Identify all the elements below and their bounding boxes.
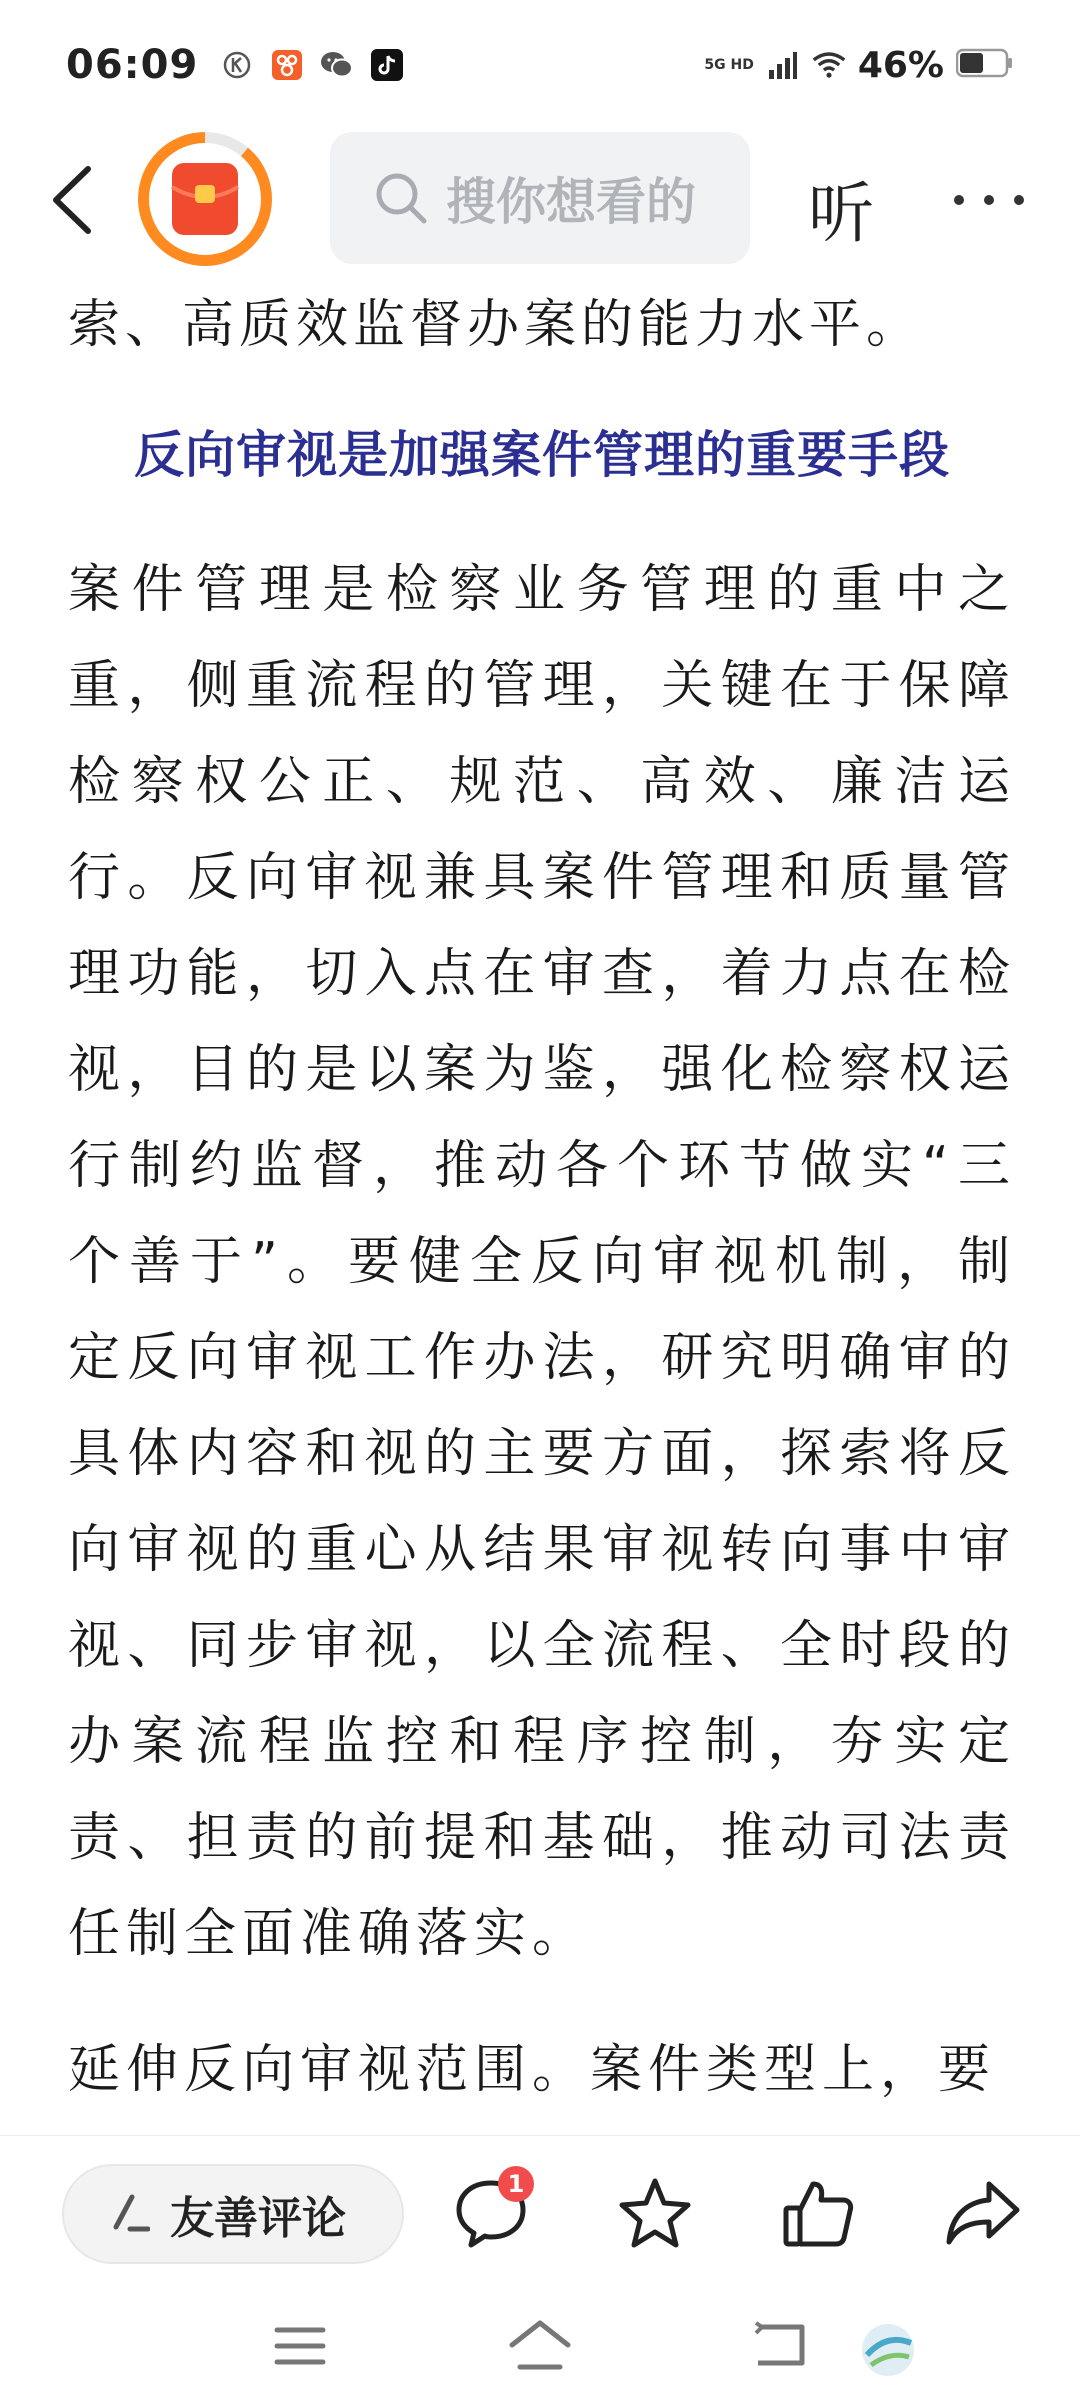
signal-icon xyxy=(766,48,800,82)
more-dot-icon xyxy=(954,195,964,205)
home-nav-button[interactable] xyxy=(500,2311,580,2381)
wechat-icon xyxy=(320,48,354,82)
battery-icon xyxy=(956,48,1014,82)
next-paragraph-start: 延伸反向审视范围。案件类型上，要 xyxy=(68,2040,997,2100)
back-button[interactable] xyxy=(50,162,110,238)
system-nav-bar xyxy=(0,2285,1080,2408)
back-arrow-icon xyxy=(50,165,94,235)
share-button[interactable] xyxy=(940,2170,1026,2256)
back-nav-button[interactable] xyxy=(742,2311,822,2381)
favorite-button[interactable] xyxy=(612,2170,698,2256)
menu-icon xyxy=(273,2324,327,2368)
more-options-button[interactable] xyxy=(954,170,1024,230)
status-bar xyxy=(0,0,1080,130)
wifi-icon xyxy=(812,48,846,82)
orange-app-icon xyxy=(270,48,304,82)
comment-label: 友善评论 xyxy=(170,2193,346,2244)
battery-percent: 46% xyxy=(857,44,944,86)
comment-count-badge: 1 xyxy=(498,2166,534,2202)
article-header xyxy=(0,130,1080,270)
article-paragraph: 案件管理是检察业务管理的重中之重，侧重流程的管理，关键在于保障检察权公正、规范、高效、廉洁运行。反向审视兼具案件管理和质量管理功能，切入点在审查，着力点在检视，目的是以案为鉴，强化检察权运行制约监督，推动各个环节做实“三个善于”。要健全反向审视机制，制定反向审视工作办法，研究明确审的具体内容和视的主要方面，探索将反向审视的重心从结果审视转向事中审视、同步审视，以全流程、全时段的办案流程监控和程序控制，夯实定责、担责的前提和基础，推动司法责任制全面准确落实。 xyxy=(68,560,1016,1964)
status-time: 06:09 xyxy=(66,42,199,88)
more-dot-icon xyxy=(1014,195,1024,205)
comments-button[interactable] xyxy=(448,2170,534,2256)
previous-paragraph-tail: 索、高质效监督办案的能力水平。 xyxy=(68,295,924,355)
thumbs-up-icon xyxy=(781,2176,857,2250)
comment-input-button[interactable] xyxy=(62,2164,404,2264)
notification-icons xyxy=(220,48,404,82)
star-icon xyxy=(617,2176,693,2250)
tiktok-icon xyxy=(370,48,404,82)
listen-button[interactable]: 听 xyxy=(808,175,874,252)
status-right xyxy=(704,45,1014,86)
search-placeholder: 搜你想看的 xyxy=(446,173,696,231)
red-envelope-icon xyxy=(168,159,242,239)
more-dot-icon xyxy=(984,195,994,205)
return-icon xyxy=(752,2321,812,2371)
like-button[interactable] xyxy=(776,2170,862,2256)
network-label: 5G HD xyxy=(704,57,754,73)
search-input[interactable] xyxy=(330,132,750,264)
menu-nav-button[interactable] xyxy=(260,2311,340,2381)
pen-icon xyxy=(104,2191,150,2237)
home-icon xyxy=(508,2319,572,2373)
avatar[interactable] xyxy=(138,132,272,266)
floating-assistant-button[interactable] xyxy=(848,2315,928,2385)
bottom-action-bar xyxy=(0,2135,1080,2285)
search-icon xyxy=(374,171,428,225)
share-arrow-icon xyxy=(943,2178,1023,2248)
globe-assistant-icon xyxy=(857,2319,919,2381)
article-body xyxy=(68,280,1016,2125)
section-subheading: 反向审视是加强案件管理的重要手段 xyxy=(134,426,950,484)
k-circle-icon xyxy=(220,48,254,82)
